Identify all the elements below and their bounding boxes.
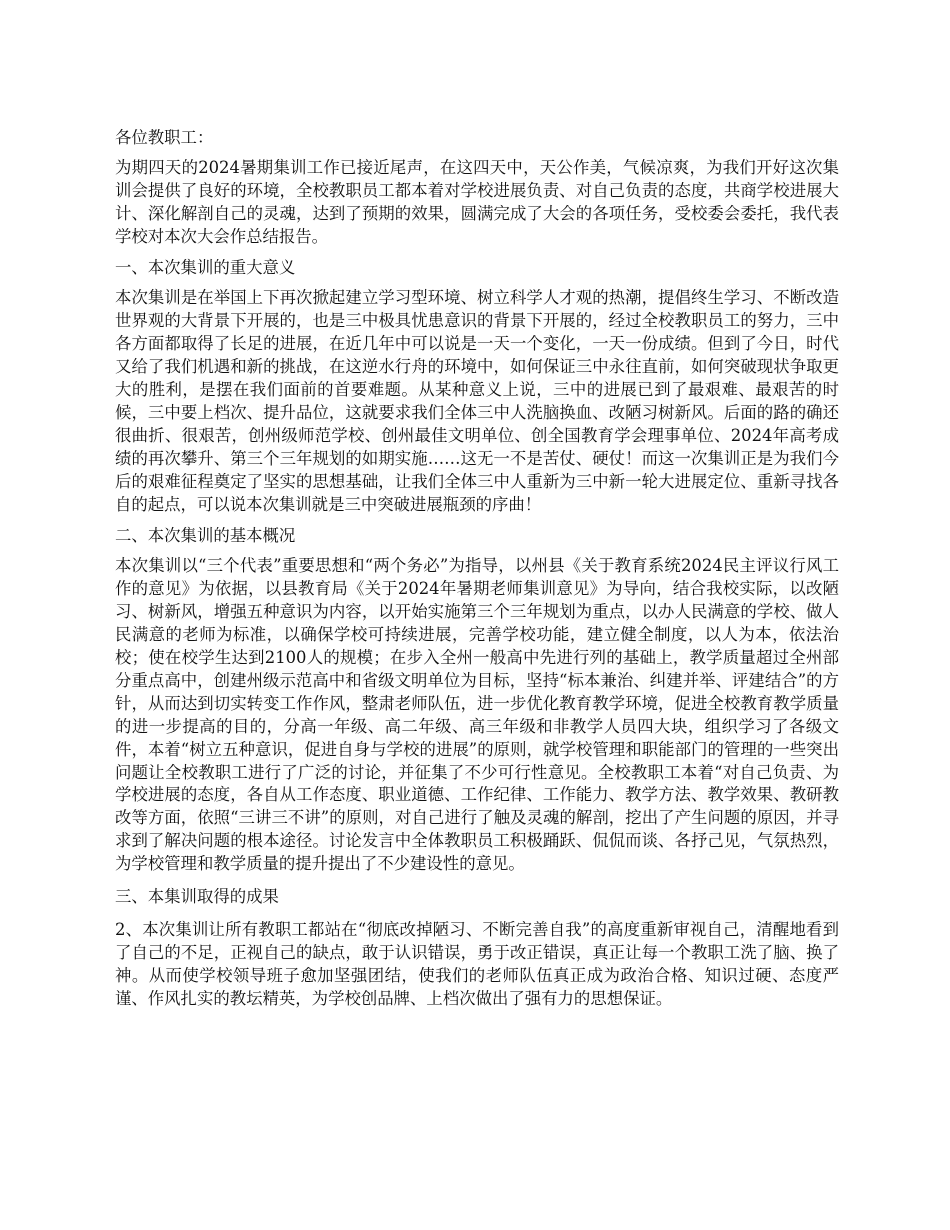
section-2-heading: 二、本次集训的基本概况: [115, 525, 296, 545]
section-1-paragraph: 本次集训是在举国上下再次掀起建立学习型环境、树立科学人才观的热潮，提倡终生学习、不断改造世界观的大背景下开展的，也是三中极具忧患意识的背景下开展的，经过全校教职员工的努力，三中各方面都取得了长足的进展，在近几年中可以说是一天一个变化，一天一份成绩。但到了今日，时代又给了我们机遇和新的挑战，在这逆水行舟的环境中，如何保证三中永往直前，如何突破现状争取更大的胜利，是摆在我们面前的首要难题。从某种意义上说，三中的进展已到了最艰难、最艰苦的时候，三中要上档次、提升品位，这就要求我们全体三中人洗脑换血、改陋习树新风。后面的路的确还很曲折、很艰苦，创州级师范学校、创州最佳文明单位、创全国教育学会理事单位、2024年高考成绩的再次攀升、第三个三年规划的如期实施……这无一不是苦仗、硬仗！而这一次集训正是为我们今后的艰难征程奠定了坚实的思想基础，让我们全体三中人重新为三中新一轮大进展定位、重新寻找各自的起点，可以说本次集训就是三中突破进展瓶颈的序曲！: [115, 288, 839, 514]
intro-paragraph: 为期四天的2024暑期集训工作已接近尾声，在这四天中，天公作美，气候凉爽，为我们开好这次集训会提供了良好的环境，全校教职员工都本着对学校进展负责、对自己负责的态度，共商学校进展大计、深化解剖自己的灵魂，达到了预期的效果，圆满完成了大会的各项任务，受校委会委托，我代表学校对本次大会作总结报告。: [115, 157, 839, 246]
section-3-paragraph: 2、本次集训让所有教职工都站在“彻底改掉陋习、不断完善自我”的高度重新审视自己，清醒地看到了自己的不足，正视自己的缺点，敢于认识错误，勇于改正错误，真正让每一个教职工洗了脑、换了神。从而使学校领导班子愈加坚强团结，使我们的老师队伍真正成为政治合格、知识过硬、态度严谨、作风扎实的教坛精英，为学校创品牌、上档次做出了强有力的思想保证。: [115, 920, 839, 1008]
section-2-paragraph: 本次集训以“三个代表”重要思想和“两个务必”为指导，以州县《关于教育系统2024民主评议行风工作的意见》为依据，以县教育局《关于2024年暑期老师集训意见》为导向，结合我校实际，以改陋习、树新风，增强五种意识为内容，以开始实施第三个三年规划为重点，以办人民满意的学校、做人民满意的老师为标准，以确保学校可持续进展，完善学校功能，建立健全制度，以人为本，依法治校；使在校学生达到2100人的规模；在步入全州一般高中先进行列的基础上，教学质量超过全州部分重点高中，创建州级示范高中和省级文明单位为目标，坚持“标本兼治、纠建并举、评建结合”的方针，从而达到切实转变工作作风，整肃老师队伍，进一步优化教育教学环境，促进全校教育教学质量的进一步提高的目的，分高一年级、高二年级、高三年级和非教学人员四大块，组织学习了各级文件，本着“树立五种意识，促进自身与学校的进展”的原则，就学校管理和职能部门的管理的一些突出问题让全校教职工进行了广泛的讨论，并征集了不少可行性意见。全校教职工本着“对自己负责、为学校进展的态度，各自从工作态度、职业道德、工作纪律、工作能力、教学方法、教学效果、教研教改等方面，依照“三讲三不讲”的原则，对自己进行了触及灵魂的解剖，挖出了产生问题的原因，并寻求到了解决问题的根本途径。讨论发言中全体教职员工积极踊跃、侃侃而谈、各抒己见，气氛热烈，为学校管理和教学质量的提升提出了不少建设性的意见。: [115, 556, 839, 874]
document-page: [115, 127, 839, 1019]
greeting: 各位教职工：: [115, 128, 214, 147]
section-3-heading: 三、本集训取得的成果: [115, 887, 279, 907]
section-1-heading: 一、本次集训的重大意义: [115, 257, 296, 277]
